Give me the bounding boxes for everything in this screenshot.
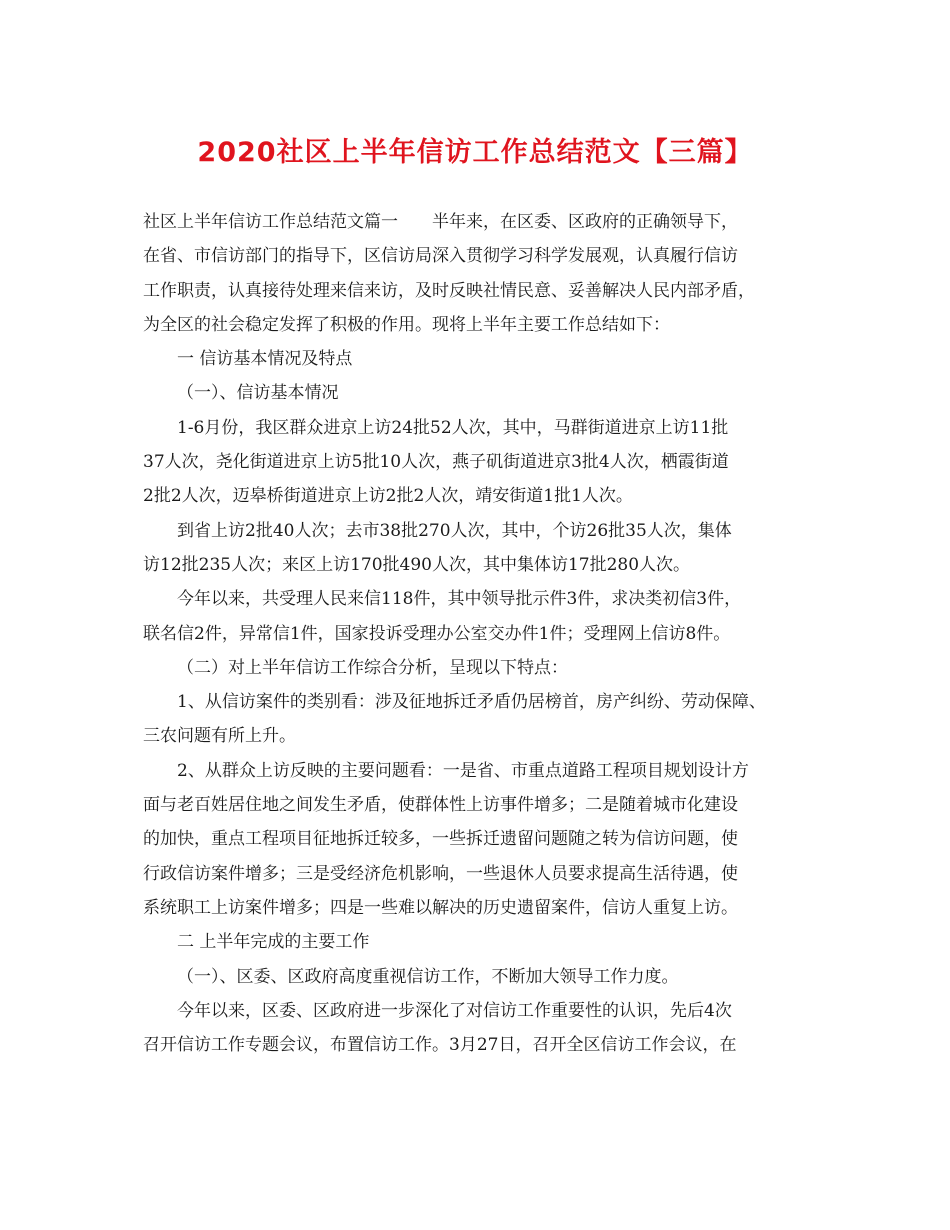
document-title: 2020社区上半年信访工作总结范文【三篇】 [197, 137, 753, 168]
text-line: 系统职工上访案件增多；四是一些难以解决的历史遗留案件，信访人重复上访。 [143, 897, 738, 918]
text-line: （一）、区委、区政府高度重视信访工作，不断加大领导工作力度。 [177, 966, 679, 987]
text-line: 的加快，重点工程项目征地拆迁较多，一些拆迁遗留问题随之转为信访问题，使 [143, 829, 738, 850]
text-line: （二）对上半年信访工作综合分析，呈现以下特点： [177, 657, 568, 678]
text-line: 2批2人次，迈皋桥街道进京上访2批2人次，靖安街道1批1人次。 [143, 486, 633, 507]
text-line: 在省、市信访部门的指导下，区信访局深入贯彻学习科学发展观，认真履行信访 [143, 246, 738, 267]
text-line: 1、从信访案件的类别看：涉及征地拆迁矛盾仍居榜首，房产纠纷、劳动保障、 [177, 692, 766, 713]
text-line: 37人次，尧化街道进京上访5批10人次，燕子矶街道进京3批4人次，栖霞街道 [143, 452, 729, 473]
text-line: 到省上访2批40人次；去市38批270人次，其中，个访26批35人次，集体 [177, 520, 732, 541]
text-line: 三农问题有所上升。 [143, 726, 296, 747]
text-line: 联名信2件，异常信1件，国家投诉受理办公室交办件1件；受理网上信访8件。 [143, 623, 731, 644]
text-line: 二 上半年完成的主要工作 [177, 932, 370, 953]
text-line: （一）、信访基本情况 [177, 383, 339, 404]
text-line: 今年以来，区委、区政府进一步深化了对信访工作重要性的认识，先后4次 [177, 1000, 732, 1021]
text-line: 今年以来，共受理人民来信118件，其中领导批示件3件，求决类初信3件， [177, 589, 742, 610]
text-line: 为全区的社会稳定发挥了积极的作用。现将上半年主要工作总结如下： [143, 314, 670, 335]
text-line: 行政信访案件增多；三是受经济危机影响，一些退休人员要求提高生活待遇，使 [143, 863, 738, 884]
text-line: 面与老百姓居住地之间发生矛盾，使群体性上访事件增多；二是随着城市化建设 [143, 795, 738, 816]
text-line: 1-6月份，我区群众进京上访24批52人次，其中，马群街道进京上访11批 [177, 417, 729, 438]
text-line: 召开信访工作专题会议，布置信访工作。3月27日，召开全区信访工作会议，在 [143, 1035, 737, 1056]
text-line: 访12批235人次；来区上访170批490人次，其中集体访17批280人次。 [143, 554, 691, 575]
text-line: 一 信访基本情况及特点 [177, 349, 353, 370]
text-line: 2、从群众上访反映的主要问题看：一是省、市重点道路工程项目规划设计方 [177, 760, 749, 781]
text-line: 社区上半年信访工作总结范文篇一 半年来，在区委、区政府的正确领导下， [143, 212, 738, 232]
document-body [143, 205, 813, 1062]
text-line: 工作职责，认真接待处理来信来访，及时反映社情民意、妥善解决人民内部矛盾， [143, 280, 755, 301]
